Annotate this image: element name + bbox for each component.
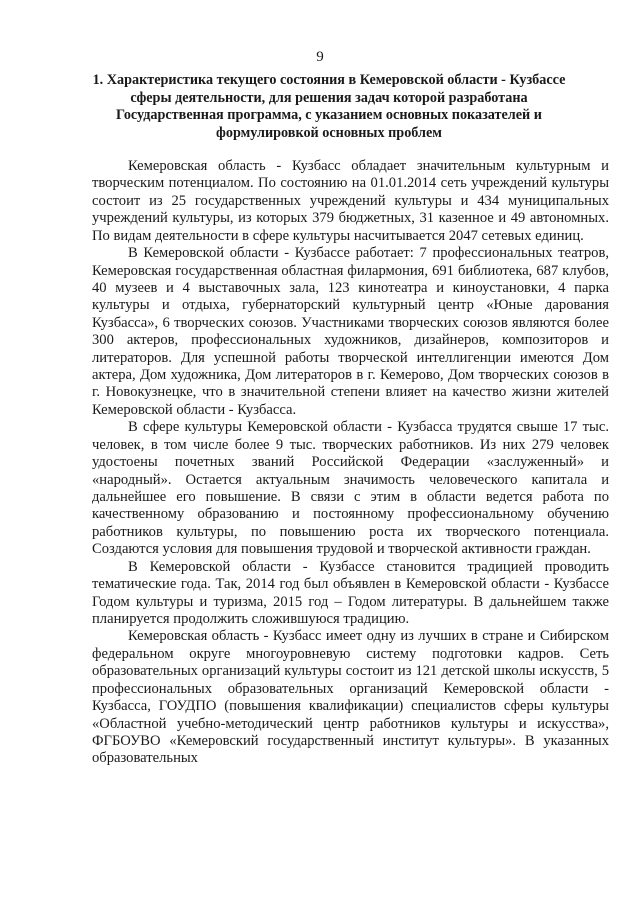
paragraph: В Кемеровской области - Кузбассе становится традицией проводить тематические года. Так, 2014 год был объявлен в Кемеровской области - Кузбассе Годом культуры и туризма, 2015 год – Годом литературы. В дальнейшем также планируется продолжить сложившуюся традицию. <box>92 558 609 627</box>
section-heading: 1. Характеристика текущего состояния в Кемеровской области - Кузбассе сферы деятельности, для решения задач которой разработана Государственная программа, с указанием основных показателей и формулировкой основных проблем <box>92 72 566 141</box>
body-text <box>92 158 609 768</box>
page-number: 9 <box>316 49 324 65</box>
paragraph: В Кемеровской области - Кузбассе работает: 7 профессиональных театров, Кемеровская государственная областная филармония, 691 библиотека, 687 клубов, 40 музеев и 4 выставочных зала, 123 кинотеатра и киноустановки, 4 парка культуры и отдыха, губернаторский культурный центр «Юные дарования Кузбасса», 6 творческих союзов. Участниками творческих союзов являются более 300 актеров, профессиональных художников, дизайнеров, композиторов и литераторов. Для успешной работы творческой интеллигенции имеются Дом актера, Дом художника, Дом литераторов в г. Кемерово, Дом творческих союзов в г. Новокузнецке, что в значительной степени влияет на качество жизни жителей Кемеровской области - Кузбасса. <box>92 245 609 418</box>
paragraph: В сфере культуры Кемеровской области - Кузбасса трудятся свыше 17 тыс. человек, в том числе более 9 тыс. творческих работников. Из них 279 человек удостоены почетных званий Российской Федерации «заслуженный» и «народный». Остается актуальным значимость человеческого капитала и дальнейшее его повышение. В связи с этим в области ведется работа по качественному образованию и постоянному профессиональному обучению работников культуры, по повышению роста их творческого потенциала. Создаются условия для повышения трудовой и творческой активности граждан. <box>92 419 609 558</box>
paragraph: Кемеровская область - Кузбасс имеет одну из лучших в стране и Сибирском федеральном округе многоуровневую систему подготовки кадров. Сеть образовательных организаций культуры состоит из 121 детской школы искусств, 5 профессиональных образовательных организаций Кемеровской области - Кузбасса, ГОУДПО (повышения квалификации) специалистов сферы культуры «Областной учебно-методический центр работников культуры и искусства», ФГБОУВО «Кемеровский государственный институт культуры». В указанных образовательных <box>92 628 609 767</box>
paragraph: Кемеровская область - Кузбасс обладает значительным культурным и творческим потенциалом. По состоянию на 01.01.2014 сеть учреждений культуры состоит из 25 государственных учреждений культуры и 434 муниципальных учреждений культуры, из которых 379 бюджетных, 31 казенное и 49 автономных. По видам деятельности в сфере культуры насчитывается 2047 сетевых единиц. <box>92 158 609 244</box>
